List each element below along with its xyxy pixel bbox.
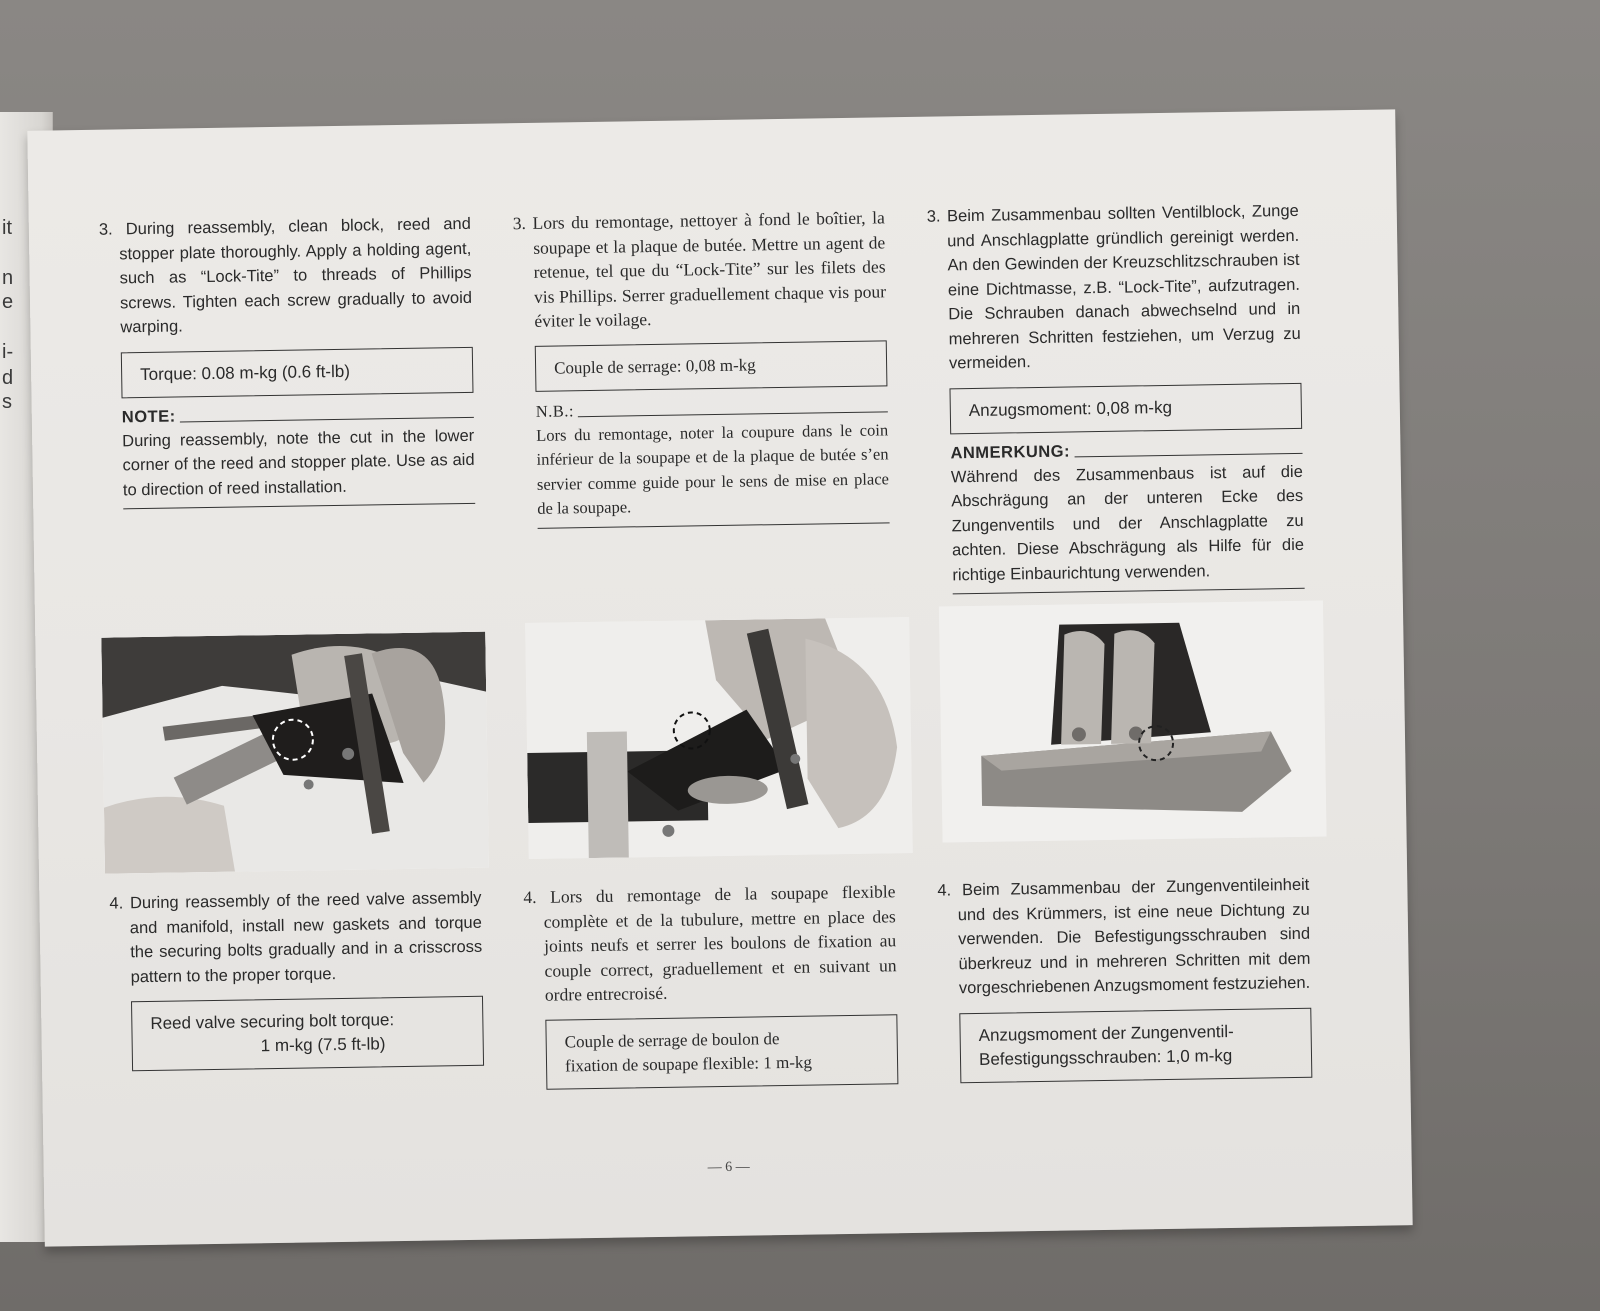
spec-line-1-de: Anzugsmoment der Zungenventil- xyxy=(978,1021,1234,1045)
step-3-fr: 3. Lors du remontage, nettoyer à fond le boîtier, la soupape et la plaque de butée. Mettre un agent de retenue, tel que du “Lock-Tite” sur les filets des vis Phillips. Serrer graduellement chaque vis pour éviter le voilage. xyxy=(512,207,887,331)
note-title-en: NOTE: xyxy=(121,407,176,426)
photo-reed-measurement xyxy=(101,632,489,874)
caliper-closeup-photo xyxy=(525,617,913,859)
photo-reed-valve-block xyxy=(939,601,1327,843)
note-body-de: Während des Zusammenbaus ist auf die Abschrägung an der unteren Ecke des Zungenventils und der Anschlagplatte zu achten. Diese Abschrägung als Hilfe für die richtige Einbaurichtung verwenden. xyxy=(951,459,1305,594)
step-4-en: 4. During reassembly of the reed valve assembly and manifold, install new gaskets and torque the securing bolts gradually and in a crisscross pattern to the proper torque. xyxy=(109,888,483,986)
spec-line-2-de: Befestigungsschrauben: 1,0 m-kg xyxy=(978,1045,1233,1069)
torque-box-en: Torque: 0.08 m-kg (0.6 ft-lb) xyxy=(121,346,474,398)
torque-box-de: Anzugsmoment: 0,08 m-kg xyxy=(949,382,1302,434)
step-3-en: 3. During reassembly, clean block, reed and stopper plate thoroughly. Apply a holding agent, such as “Lock-Tite” to threads of Phillips screws. Tighten each screw gradually to avoid warping. xyxy=(98,214,473,337)
step-4-de: 4. Beim Zusammenbau der Zungenventileinheit und des Krümmers, ist eine neue Dichtung zu verwenden. Die Befestigungsschrauben sind überkreuz und in mehreren Schritten mit dem vorgeschriebenen Anzugsmoment festzuziehen. xyxy=(937,875,1311,998)
spec-box-de xyxy=(959,1007,1312,1083)
english-step-4 xyxy=(109,886,484,1082)
note-body-fr: Lors du remontage, noter la coupure dans le coin inférieur de la soupape et de la plaque de butée s’en servier comme guide pour le sens de mise en place de la soupape. xyxy=(536,418,890,529)
german-step-4 xyxy=(937,873,1312,1093)
spec-line-1-fr: Couple de serrage de boulon de xyxy=(564,1028,780,1051)
reed-valve-block-photo xyxy=(939,601,1327,843)
torque-box-fr: Couple de serrage: 0,08 m-kg xyxy=(535,340,888,392)
spec-box-en xyxy=(131,996,484,1072)
facing-page-fragment: s xyxy=(2,391,12,413)
photo-caliper-closeup xyxy=(525,617,913,859)
german-section xyxy=(927,199,1305,595)
note-title-fr: N.B.: xyxy=(535,400,575,421)
english-section xyxy=(99,212,476,510)
reed-caliper-photo xyxy=(101,632,489,874)
french-step-4 xyxy=(523,879,898,1099)
page-number: — 6 — xyxy=(707,1159,750,1176)
manual-page xyxy=(27,109,1412,1246)
french-section xyxy=(513,205,890,528)
step-4-fr: 4. Lors du remontage de la soupape flexible complète et de la tubulure, mettre en place des joints neufs et serrer les boulons de fixation au couple correct, graduellement et en suivant un ordre entrecroisé. xyxy=(523,881,897,1005)
spec-box-fr xyxy=(545,1014,898,1090)
facing-page-fragment: i- xyxy=(2,341,14,363)
note-heading-fr xyxy=(536,396,888,422)
facing-page-fragment: e xyxy=(2,291,14,313)
note-title-de: ANMERKUNG: xyxy=(950,441,1071,462)
facing-page-fragment: d xyxy=(2,367,14,389)
facing-page-fragment: it xyxy=(2,217,12,239)
step-3-de: 3. Beim Zusammenbau sollten Ventilblock, Zunge und Anschlagplatte gründlich gereinigt werden. An den Gewinden der Kreuzschlitzschrauben ist eine Dichtmasse, z.B. “Lock-Tite”, aufzutragen. Die Schrauben danach abwechselnd und in mehreren Schritten festziehen, um Verzug zu vermeiden. xyxy=(926,201,1301,373)
facing-page-fragment: n xyxy=(2,267,14,289)
spec-line-2-en: 1 m-kg (7.5 ft-lb) xyxy=(260,1034,386,1056)
spec-line-2-fr: fixation de soupape flexible: 1 m-kg xyxy=(564,1052,813,1075)
spec-line-1-en: Reed valve securing bolt torque: xyxy=(150,1010,395,1033)
note-body-en: During reassembly, note the cut in the lower corner of the reed and stopper plate. Use as aid to direction of reed installation. xyxy=(122,423,475,509)
